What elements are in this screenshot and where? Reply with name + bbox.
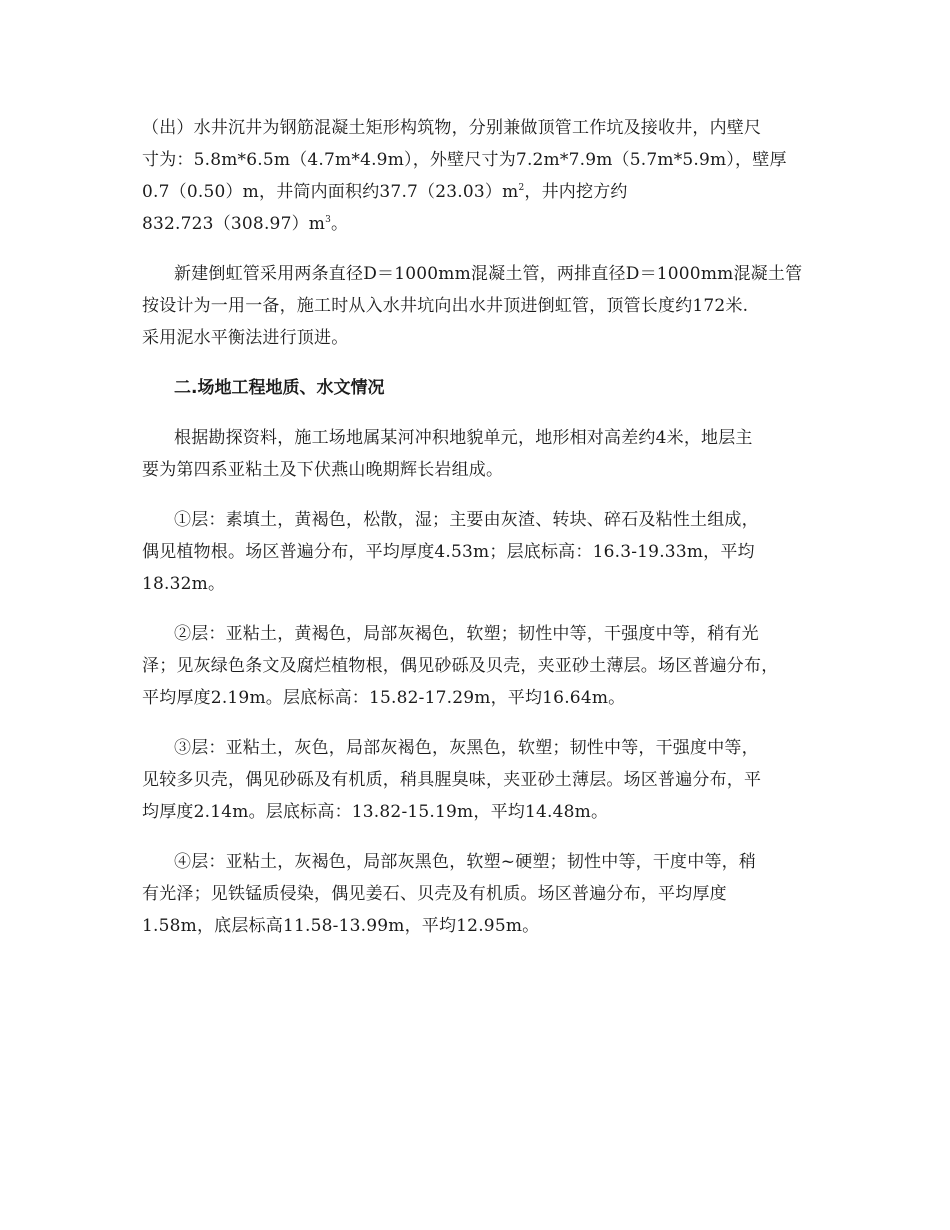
text-line: 1.58m，底层标高11.58-13.99m，平均12.95m。: [142, 916, 540, 936]
text-line: 见较多贝壳，偶见砂砾及有机质，稍具腥臭味，夹亚砂土薄层。场区普遍分布，平: [142, 770, 762, 790]
paragraph-layer-4: [142, 846, 822, 942]
text-line: 寸为：5.8m*6.5m（4.7m*4.9m），外壁尺寸为7.2m*7.9m（5.7m*5.9m），壁厚: [142, 150, 787, 170]
paragraph-layer-3: [142, 732, 822, 828]
paragraph-siphon-pipe: [142, 258, 822, 354]
text-line: 偶见植物根。场区普遍分布，平均厚度4.53m；层底标高：16.3-19.33m，平均: [142, 542, 755, 562]
text-line: 平均厚度2.19m。层底标高：15.82-17.29m，平均16.64m。: [142, 688, 626, 708]
text-line: [142, 208, 822, 240]
text-line: 泽；见灰绿色条文及腐烂植物根，偶见砂砾及贝壳，夹亚砂土薄层。场区普遍分布，: [142, 656, 779, 676]
text-line: 按设计为一用一备，施工时从入水井坑向出水井顶进倒虹管，顶管长度约172米.: [142, 296, 749, 316]
text-line: ③层：亚粘土，灰色，局部灰褐色，灰黑色，软塑；韧性中等，干强度中等，: [174, 738, 759, 758]
document-page: [142, 112, 822, 942]
text-segment: ，井内挖方约: [524, 182, 628, 202]
text-line: （出）水井沉井为钢筋混凝土矩形构筑物，分别兼做顶管工作坑及接收井，内壁尺: [142, 118, 762, 138]
text-line: ④层：亚粘土，灰褐色，局部灰黑色，软塑~硬塑；韧性中等，干度中等，稍: [174, 852, 757, 872]
text-segment: 。: [331, 214, 349, 234]
text-line: 要为第四系亚粘土及下伏燕山晚期辉长岩组成。: [142, 460, 504, 480]
text-segment: 832.723（308.97）m: [142, 214, 326, 234]
superscript-squared: 2: [518, 183, 525, 193]
text-line: ①层：素填土，黄褐色，松散，湿；主要由灰渣、转块、碎石及粘性土组成，: [174, 510, 759, 530]
superscript-cubed: 3: [325, 215, 332, 225]
paragraph-survey-summary: [142, 422, 822, 486]
paragraph-shaft-dimensions: [142, 112, 822, 240]
text-line: 根据勘探资料，施工场地属某河冲积地貌单元，地形相对高差约4米，地层主: [174, 428, 753, 448]
paragraph-layer-1: [142, 504, 822, 600]
text-line: ②层：亚粘土，黄褐色，局部灰褐色，软塑；韧性中等，干强度中等，稍有光: [174, 624, 759, 644]
text-line: [142, 176, 822, 208]
text-line: 均厚度2.14m。层底标高：13.82-15.19m，平均14.48m。: [142, 802, 609, 822]
paragraph-layer-2: [142, 618, 822, 714]
text-line: 有光泽；见铁锰质侵染，偶见姜石、贝壳及有机质。场区普遍分布，平均厚度: [142, 884, 727, 904]
section-heading-geology: 二.场地工程地质、水文情况: [174, 378, 385, 398]
text-line: 新建倒虹管采用两条直径D＝1000mm混凝土管，两排直径D＝1000mm混凝土管: [174, 264, 803, 284]
text-segment: 0.7（0.50）m，井筒内面积约37.7（23.03）m: [142, 182, 519, 202]
text-line: 18.32m。: [142, 574, 226, 594]
text-line: 采用泥水平衡法进行顶进。: [142, 328, 349, 348]
